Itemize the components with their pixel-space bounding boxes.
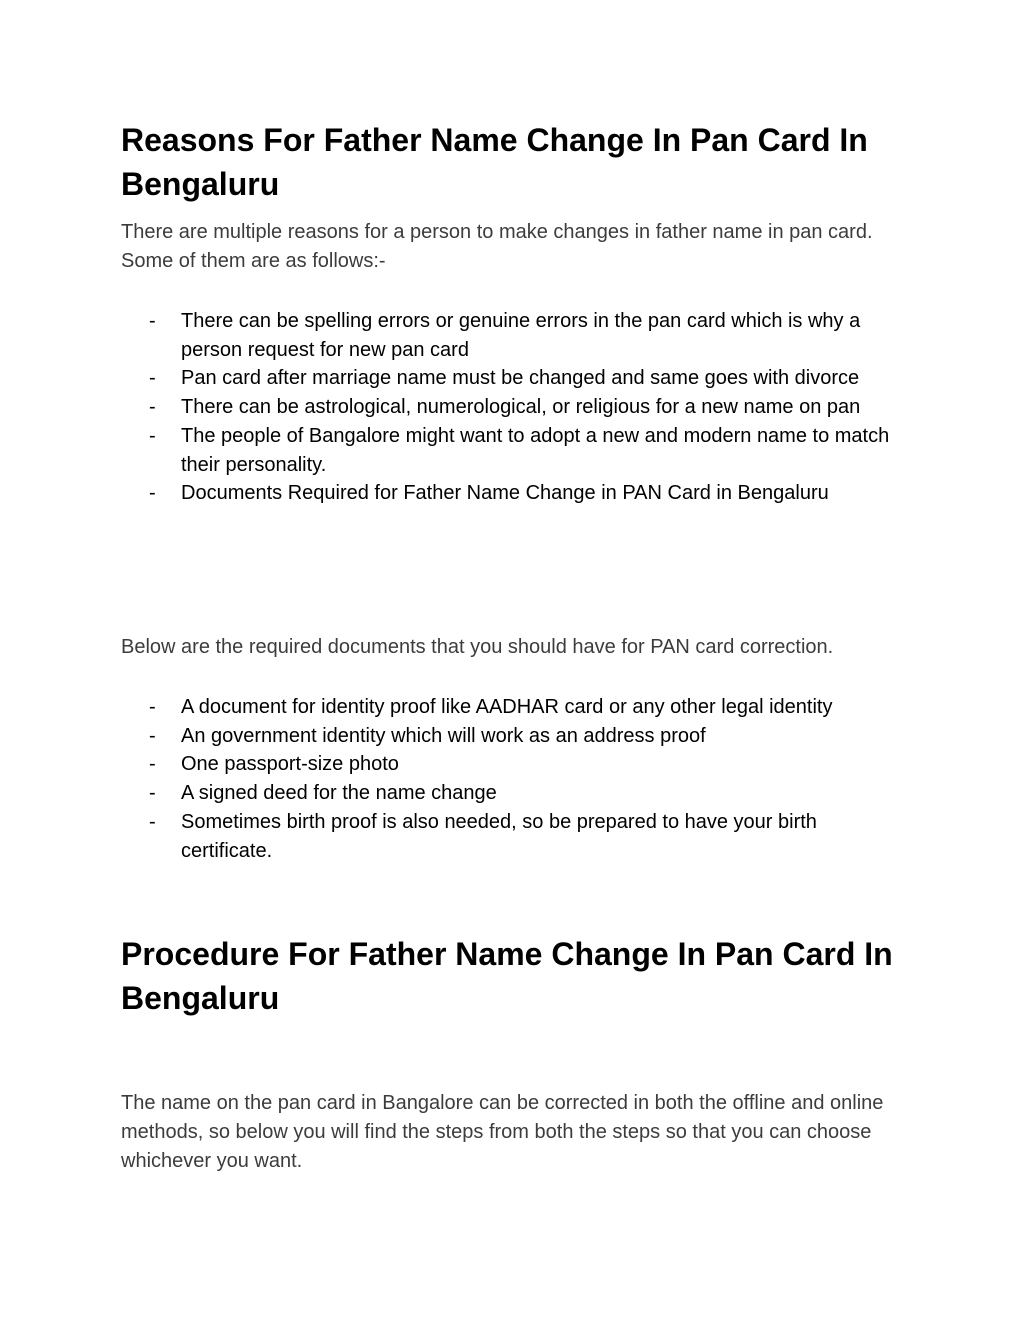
dash-bullet: -: [149, 696, 156, 718]
list-item-text: Sometimes birth proof is also needed, so be prepared to have your birth certificate.: [181, 810, 817, 862]
list-item: [121, 808, 911, 865]
documents-intro-paragraph: Below are the required documents that you should have for PAN card correction.: [121, 636, 834, 658]
list-item-text: An government identity which will work as an address proof: [181, 724, 706, 747]
dash-bullet: -: [149, 367, 156, 390]
list-item-text: The people of Bangalore might want to adopt a new and modern name to match their personality.: [181, 424, 890, 476]
procedure-heading: Procedure For Father Name Change In Pan Card In Bengaluru: [121, 936, 893, 1016]
dash-bullet: -: [149, 724, 156, 747]
reasons-list: [121, 307, 911, 508]
list-item: [121, 364, 911, 393]
dash-bullet: -: [149, 396, 156, 419]
list-item: [121, 779, 911, 808]
dash-bullet: -: [149, 424, 156, 447]
dash-bullet: -: [149, 482, 156, 505]
list-item-text: A signed deed for the name change: [181, 782, 497, 805]
dash-bullet: -: [149, 782, 156, 805]
procedure-paragraph: The name on the pan card in Bangalore can be corrected in both the offline and online methods, so below you will find the steps from both the steps so that you can choose whichever you want.: [121, 1092, 884, 1172]
reasons-heading: Reasons For Father Name Change In Pan Card In Bengaluru: [121, 122, 868, 202]
reasons-intro-paragraph: There are multiple reasons for a person to make changes in father name in pan card. Some of them are as follows:-: [121, 221, 873, 272]
list-item-text: One passport-size photo: [181, 753, 399, 776]
list-item: [121, 479, 911, 508]
dash-bullet: -: [149, 810, 156, 833]
list-item: [121, 393, 911, 422]
dash-bullet: -: [149, 310, 156, 332]
list-item-text: A document for identity proof like AADHAR card or any other legal identity: [181, 696, 833, 718]
list-item: [121, 750, 911, 779]
list-item: [121, 722, 911, 751]
list-item-text: There can be astrological, numerological, or religious for a new name on pan: [181, 396, 861, 419]
documents-list: [121, 693, 911, 865]
list-item: [121, 693, 911, 722]
list-item-text: There can be spelling errors or genuine errors in the pan card which is why a person request for new pan card: [181, 310, 861, 361]
dash-bullet: -: [149, 753, 156, 776]
list-item: [121, 307, 911, 364]
list-item: [121, 422, 911, 479]
list-item-text: Documents Required for Father Name Change in PAN Card in Bengaluru: [181, 482, 829, 505]
list-item-text: Pan card after marriage name must be changed and same goes with divorce: [181, 367, 860, 390]
